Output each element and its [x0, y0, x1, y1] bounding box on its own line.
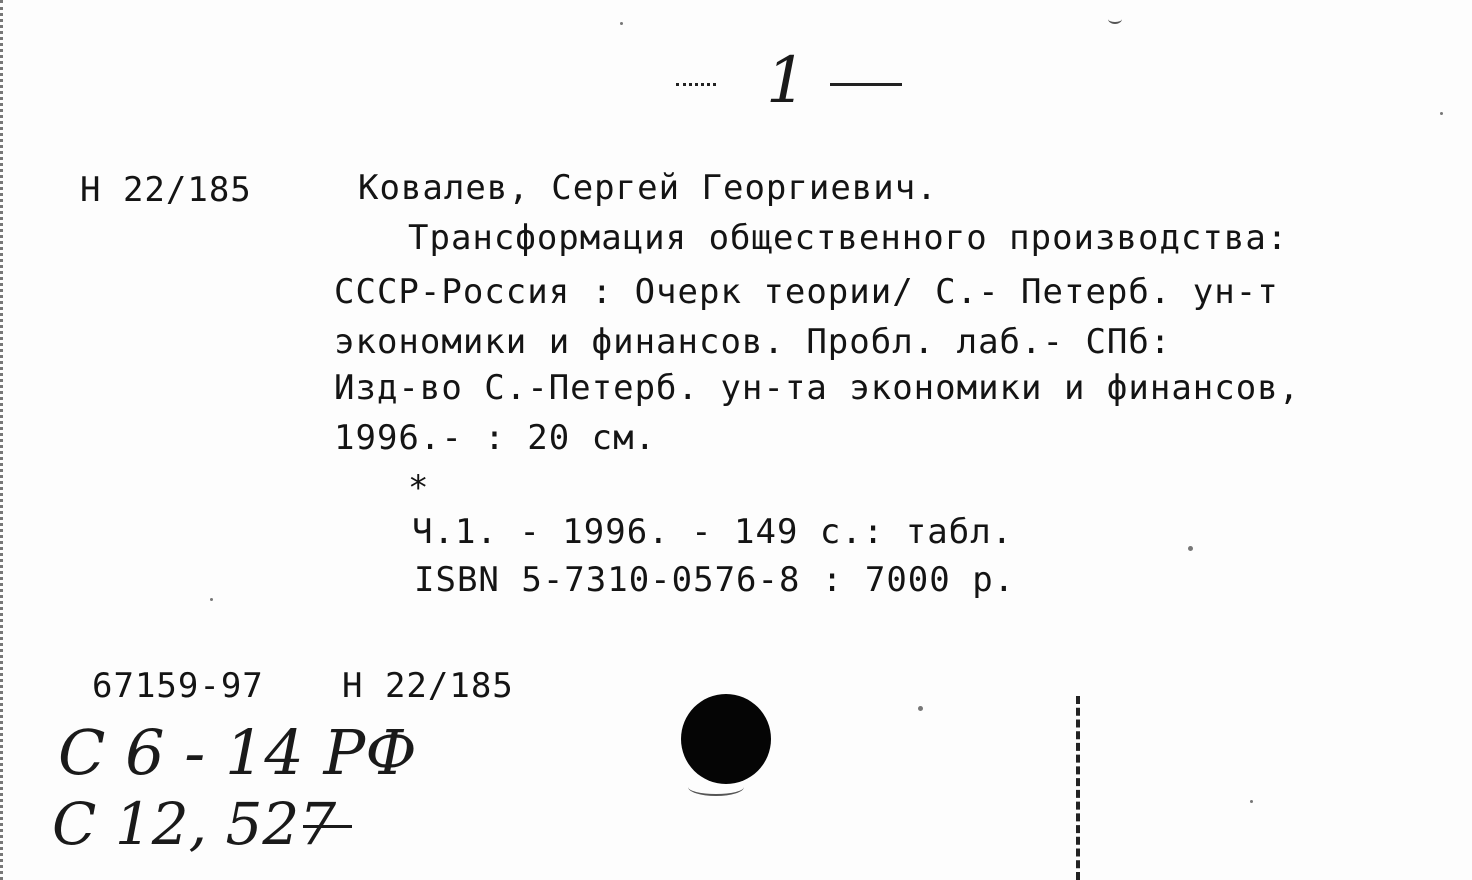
scan-speck	[918, 706, 923, 711]
handwritten-reference	[52, 790, 336, 858]
punch-hole-shadow	[688, 778, 744, 796]
punch-hole	[681, 694, 771, 784]
description-line: СССР-Россия : Очерк теории/ С.- Петерб. ун-т	[334, 272, 1279, 312]
page-number-dash-left	[676, 83, 716, 86]
page-number	[676, 44, 902, 118]
handwritten-classification: С 6 - 14 РФ	[58, 716, 417, 789]
scan-speck	[1250, 800, 1253, 803]
author-heading: Ковалев, Сергей Георгиевич.	[358, 168, 938, 208]
scan-speck	[1188, 546, 1193, 551]
scan-speck	[210, 598, 213, 601]
handwritten-reference-text: С 12, 52	[52, 790, 300, 858]
isbn-line: ISBN 5-7310-0576-8 : 7000 р.	[414, 560, 1016, 600]
asterisk-mark: *	[408, 468, 430, 508]
title-line: Трансформация общественного производства:	[408, 218, 1289, 258]
description-line: экономики и финансов. Пробл. лаб.- СПб:	[334, 322, 1172, 362]
volume-line: Ч.1. - 1996. - 149 с.: табл.	[412, 512, 1014, 552]
card-left-edge	[0, 0, 9, 880]
shelfmark: Н 22/185	[80, 170, 252, 210]
description-line: Изд-во С.-Петерб. ун-та экономики и финансов,	[334, 368, 1301, 408]
scan-speck	[1108, 14, 1122, 24]
description-line: 1996.- : 20 см.	[334, 418, 657, 458]
accession-number: 67159-97	[92, 666, 264, 706]
scan-speck	[620, 22, 623, 25]
handwritten-struck-digit: 7	[299, 790, 337, 858]
page-number-dash-right	[830, 83, 902, 86]
page-number-value: 1	[766, 44, 808, 118]
scan-speck	[1440, 112, 1443, 115]
accession-shelfmark: Н 22/185	[342, 666, 514, 706]
perforation-line	[1076, 696, 1084, 880]
